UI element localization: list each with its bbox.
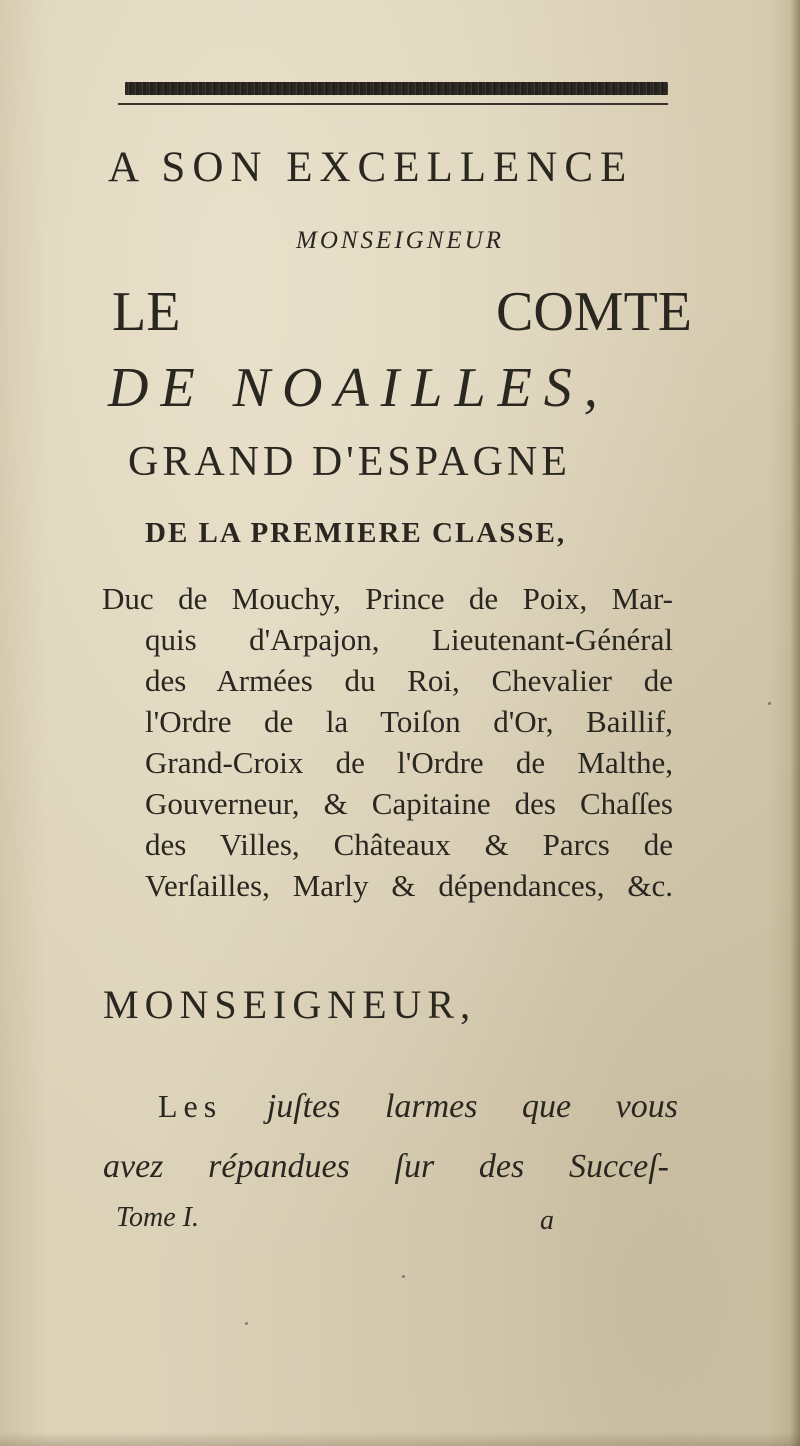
salutation: MONSEIGNEUR, <box>103 982 477 1027</box>
dedication-title: GRAND D'ESPAGNE <box>128 439 571 485</box>
volume-label: Tome I. <box>116 1202 199 1233</box>
dedication-class: DE LA PREMIERE CLASSE, <box>145 517 567 549</box>
titles-line: des Villes, Châteaux & Parcs de <box>145 827 673 862</box>
dedication-rank: LE COMTE <box>112 281 692 343</box>
dedication-name: DE NOAILLES, <box>108 357 610 419</box>
body-text-rest: juſtes larmes que vous <box>266 1088 678 1125</box>
titles-line: des Armées du Roi, Chevalier de <box>145 663 673 698</box>
signature-mark: a <box>540 1205 554 1236</box>
body-text-line: avez répandues ſur des Succeſ- <box>103 1148 669 1185</box>
body-text-line <box>158 1090 678 1124</box>
titles-line: Gouverneur, & Capitaine des Chaſſes <box>145 786 673 821</box>
dedication-heading: A SON EXCELLENCE <box>108 144 634 191</box>
paper-fleck <box>768 702 771 705</box>
dedication-honorific: MONSEIGNEUR <box>296 227 504 254</box>
titles-line: Grand-Croix de l'Ordre de Malthe, <box>145 745 673 780</box>
paper-fleck <box>402 1275 405 1278</box>
titles-line: l'Ordre de la Toiſon d'Or, Baillif, <box>145 704 673 739</box>
titles-line: Duc de Mouchy, Prince de Poix, Mar- <box>102 581 673 616</box>
titles-line: quis d'Arpajon, Lieutenant-Général <box>145 622 673 657</box>
initial-word: Les <box>158 1088 223 1124</box>
thin-rule <box>118 103 668 105</box>
page-edge-shadow <box>790 0 800 1446</box>
page-bottom-shadow <box>0 1432 800 1446</box>
ornamental-rule <box>125 82 668 95</box>
titles-line: Verſailles, Marly & dépendances, &c. <box>145 868 673 903</box>
paper-fleck <box>245 1322 248 1325</box>
